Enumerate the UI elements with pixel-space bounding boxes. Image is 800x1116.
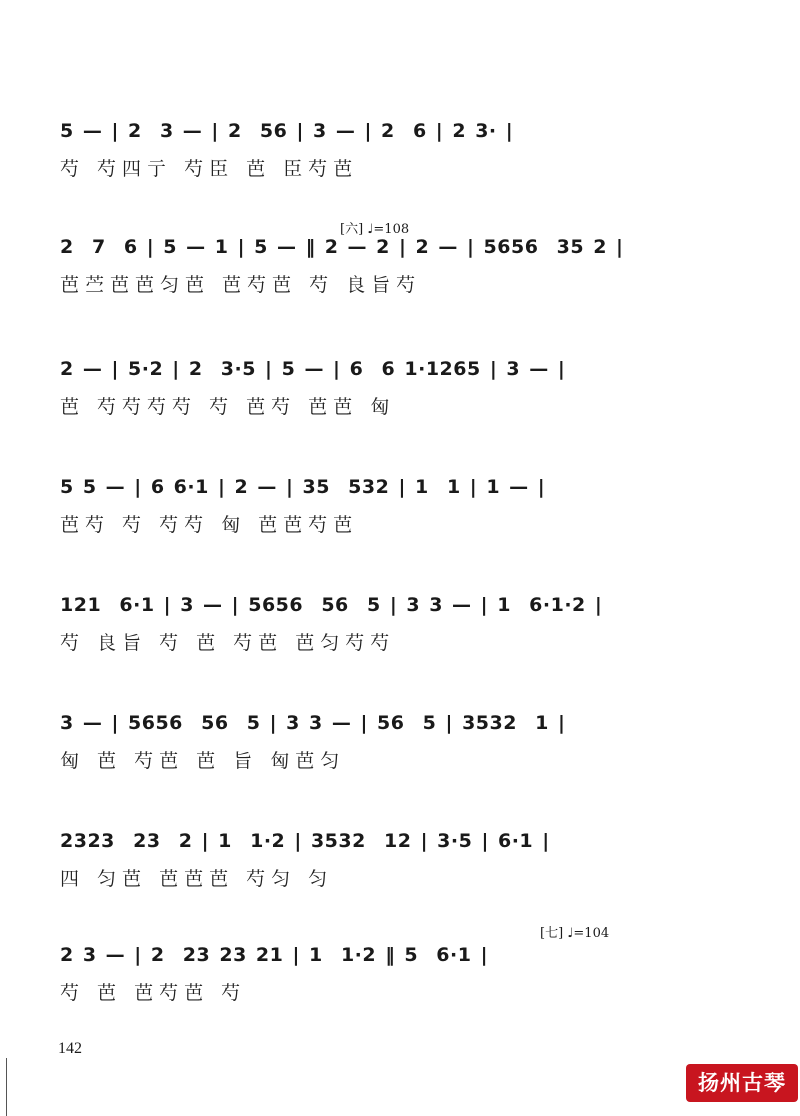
score-system-1 (60, 106, 750, 196)
guqin-tablature: 芭苎芭芭匀芭 芭芍芭 芍 良旨芍 (60, 274, 422, 296)
jianpu-notes: 2 3 — | 2 23 23 21 | 1 1·2 ‖ 5 6·1 | (60, 944, 489, 966)
score-system-4 (60, 462, 750, 552)
jianpu-notes: 3 — | 5656 56 5 | 3 3 — | 56 5 | 3532 1 | (60, 712, 566, 734)
score-system-6 (60, 698, 750, 788)
section-mark: [七] ♩=104 (540, 926, 610, 941)
score-system-2 (60, 222, 750, 312)
score-system-5 (60, 580, 750, 670)
publisher-logo: 扬州古琴 (686, 1064, 798, 1102)
jianpu-notes: 5 5 — | 6 6·1 | 2 — | 35 532 | 1 1 | 1 — | (60, 476, 546, 498)
guqin-tablature: 芭芍 芍 芍芍 匈 芭芭芍芭 (60, 514, 359, 536)
score-system-8 (60, 926, 750, 1020)
page-number: 142 (58, 1040, 82, 1057)
guqin-tablature: 四 匀芭 芭芭芭 芍匀 匀 (60, 868, 334, 890)
guqin-tablature: 芍 芍四亍 芍臣 芭 臣芍芭 (60, 158, 359, 180)
jianpu-notes: 5 — | 2 3 — | 2 56 | 3 — | 2 6 | 2 3· | (60, 120, 514, 142)
jianpu-notes: 2323 23 2 | 1 1·2 | 3532 12 | 3·5 | 6·1 | (60, 830, 550, 852)
score-system-7 (60, 816, 750, 906)
margin-rule (6, 1058, 7, 1116)
guqin-tablature: 匈 芭 芍芭 芭 旨 匈芭匀 (60, 750, 346, 772)
jianpu-notes: 2 — | 5·2 | 2 3·5 | 5 — | 6 6 1·1265 | 3 — | (60, 358, 566, 380)
guqin-tablature: 芍 芭 芭芍芭 芍 (60, 982, 247, 1004)
jianpu-notes: 2 7 6 | 5 — 1 | 5 — ‖ 2 — 2 | 2 — | 5656 35 2 | (60, 236, 624, 258)
section-mark: [六] ♩=108 (340, 222, 410, 237)
score-system-3 (60, 344, 750, 434)
jianpu-notes: 121 6·1 | 3 — | 5656 56 5 | 3 3 — | 1 6·1·2 | (60, 594, 603, 616)
guqin-tablature: 芭 芍芍芍芍 芍 芭芍 芭芭 匈 (60, 396, 396, 418)
guqin-tablature: 芍 良旨 芍 芭 芍芭 芭匀芍芍 (60, 632, 396, 654)
